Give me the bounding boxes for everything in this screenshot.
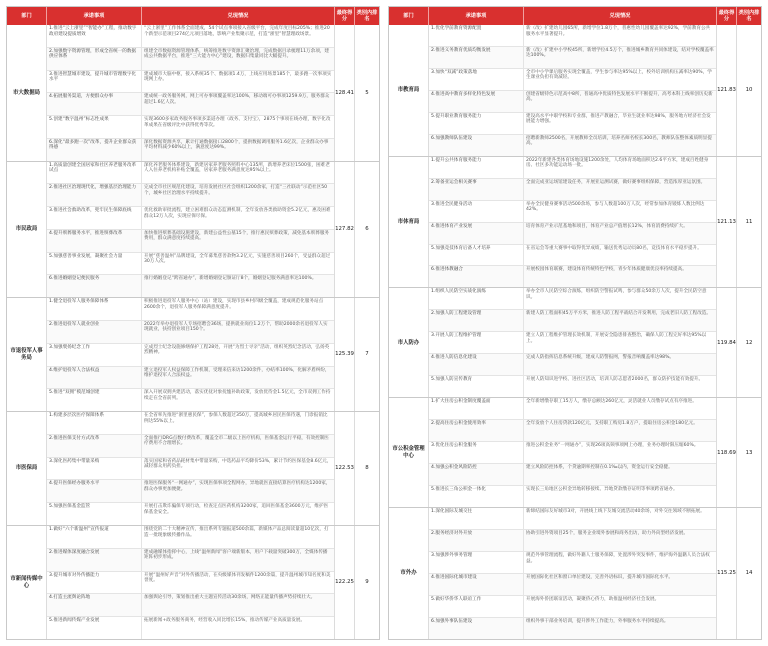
commitment-item: 5.推进长三角公积金一体化 — [429, 486, 524, 507]
table-row — [429, 617, 716, 639]
final-score: 128.41 — [335, 25, 355, 161]
fulfillment-status: 建成城市大脑中枢，接入系统35个、数据项1.4万，上线应用场景185个，最多跑一次事项实现网上办。 — [144, 71, 332, 83]
commitment-item: 2.推进媒体深度融合发展 — [47, 549, 142, 571]
commitment-item: 5.加强竞技体育后备人才培养 — [429, 245, 524, 266]
fulfillment-status: 组织外事干部业务培训，提升涉外工作能力，外事服务水平持续提高。 — [526, 619, 669, 625]
commitment-item: 6.深化“最多跑一次”改革，提升企业群众获得感 — [47, 139, 142, 161]
fulfillment-status: 加强舆论引导，策划推出重大主题宣传活动30余场，网络正能量传播声势持续壮大。 — [144, 595, 316, 601]
final-score: 121.13 — [717, 157, 737, 288]
commitment-item: 5.加强医保基金监管 — [47, 503, 142, 525]
department-group — [7, 411, 379, 525]
commitment-item: 4.维护退役军人合法权益 — [47, 367, 142, 389]
department-name: 市医保局 — [7, 412, 47, 525]
commitment-item: 2.加强数字资源管理，形成全省统一的数据供应体系 — [47, 48, 142, 70]
department-group — [389, 156, 761, 288]
table-row — [47, 571, 334, 594]
commitment-item: 3.推进社会救助改革，兜牢民生保障底线 — [47, 207, 142, 229]
table-row — [429, 265, 716, 287]
fulfillment-status: 建设高水平中职学校和专业群，推进产教融合，毕业生就业率达98%，服务地方经济社会发展能力增强。 — [526, 113, 711, 125]
fulfillment-status: 拓展新闻+政务服务商务，经营收入同比增长15%，推动传媒产业高质量发展。 — [144, 618, 306, 624]
commitment-item: 3.深化医药集中带量采购 — [47, 458, 142, 480]
header-score: 最终得分 — [717, 7, 737, 25]
commitment-item: 3.优化住房公积金服务 — [429, 442, 524, 463]
table-row — [47, 479, 334, 502]
fulfillment-status: 积极推进退役军人服务中心（站）建设，实现市县乡村四级全覆盖，建成规范化服务站点2600余个，退役军人服务保障满意度提升。 — [144, 299, 324, 310]
commitment-item: 5.创建“数字温州”标志性成果 — [47, 116, 142, 138]
commitment-item: 5.推进“双拥”模范城创建 — [47, 389, 142, 411]
commitment-item: 1.组织人民防空实战化演练 — [429, 288, 524, 309]
fulfillment-status: 新缔结国际友好城市3对，开展线上线下友城交流活动40余场，对外交往领域不断拓展。 — [526, 509, 705, 515]
department-rows — [429, 508, 717, 639]
table-header — [7, 7, 379, 25]
department-group — [7, 161, 379, 298]
fulfillment-status: 建立退役军人权益保障工作机制，受理来信来访1200余件，办结率100%，化解矛盾纠纷，维护退役军人合法权益。 — [144, 367, 330, 379]
fulfillment-status: 培育体育产业示范基地和项目，体育产业总产值增长12%，体育消费持续扩大。 — [526, 223, 688, 229]
category-rank: 5 — [365, 89, 369, 96]
department-rows — [429, 398, 717, 507]
department-name: 市外办 — [389, 508, 429, 639]
header-dept: 部门 — [7, 7, 47, 25]
commitment-item: 5.提升职业教育服务能力 — [429, 113, 524, 134]
table-row — [429, 288, 716, 309]
final-score: 119.84 — [717, 288, 737, 397]
commitment-item: 1.推进“云上浙里”“智能办”工程，推动数字政府建设提质增效 — [47, 25, 142, 47]
commitment-item: 3.提升城市对外传播能力 — [47, 572, 142, 594]
table-row — [47, 229, 334, 252]
table-row — [429, 573, 716, 595]
department-rows — [47, 162, 335, 298]
department-rows — [47, 412, 335, 525]
department-name: 市新闻传媒中心 — [7, 526, 47, 639]
table-body — [7, 25, 379, 639]
table-row — [47, 526, 334, 548]
commitment-item: 3.推进智慧城市建设，提升城市管理数字化水平 — [47, 71, 142, 93]
table-row — [429, 331, 716, 353]
table-row — [429, 157, 716, 178]
commitment-item: 4.提升医保经办服务水平 — [47, 480, 142, 502]
commitment-item: 3.加强褒扬纪念工作 — [47, 344, 142, 366]
table-row — [429, 595, 716, 617]
fulfillment-status: 实现3600多家政务服务事项多渠道办理（政务、支付宝），2875个事项在线办理，数字化改革成果在省级评比中获得优秀等次。 — [144, 117, 331, 128]
department-group — [389, 507, 761, 639]
department-name: 市人防办 — [389, 288, 429, 397]
fulfillment-status: 新（改）扩建中小学校45所，新增学位4.5万个，推进城乡教育共同体建设，结对学校覆盖率达100%。 — [526, 47, 714, 59]
table-row — [47, 343, 334, 366]
fulfillment-status: 推行婚姻登记“跨省通办”，新增婚姻登记颁证厅8个，婚姻登记服务满意率达100%。 — [144, 276, 317, 282]
fulfillment-status: 协助引进外资项目25个，服务企业境外参展和商务出访，助力外向型经济发展。 — [526, 531, 689, 537]
department-group — [7, 25, 379, 161]
department-rows — [47, 25, 335, 161]
table-row — [47, 206, 334, 229]
fulfillment-status: 开展打击欺诈骗保专项行动，检查定点医药机构3200家，追回医保基金3600万元，维护医保基金安全。 — [144, 504, 329, 515]
commitment-item: 1.构建多层次医疗保障体系 — [47, 412, 142, 434]
fulfillment-status: 优化救助审批流程，建立困难群众动态监测机制，全年发放各类救助资金5.2亿元，惠及困难群众12万人次，实现应保尽保。 — [144, 208, 331, 219]
commitment-item: 6.加强外事队伍建设 — [429, 618, 524, 639]
table-row — [429, 441, 716, 463]
commitment-item: 2.推进义务教育优质均衡发展 — [429, 47, 524, 68]
department-name: 市退役军人事务局 — [7, 298, 47, 411]
final-score: 122.53 — [335, 412, 355, 525]
department-group — [7, 525, 379, 639]
commitment-item: 5.加强人防宣传教育 — [429, 376, 524, 397]
category-rank: 13 — [745, 449, 753, 456]
commitment-item: 3.加强涉外事务管理 — [429, 552, 524, 573]
commitment-item: 2.提高住房公积金使用效率 — [429, 420, 524, 441]
table-body — [389, 25, 761, 639]
final-score: 127.82 — [335, 162, 355, 298]
department-group — [389, 287, 761, 397]
table-row — [429, 508, 716, 529]
final-score: 122.25 — [335, 526, 355, 639]
table-row — [47, 252, 334, 275]
fulfillment-status: 举办全市人民防空综合演练，组织防空警报试鸣，参与群众50余万人次，提升全民防空意识。 — [526, 289, 707, 300]
table-row — [47, 162, 334, 184]
fulfillment-status: 组建全市数据资源管理体系，统筹推进数字资源汇聚治理，完成数据目录梳理11万余项，建成公共数据平台，推进“三大能力中心”建设，数据归集量同比大幅提升。 — [144, 48, 330, 60]
table-row — [429, 485, 716, 507]
fulfillment-status: 开展人防知识进学校、进社区活动，培训人防志愿者2000名，群众防护技能有效提升。 — [526, 377, 704, 383]
table-row — [47, 47, 334, 70]
table-row — [429, 375, 716, 397]
right-table — [388, 6, 762, 640]
table-row — [47, 115, 334, 138]
commitment-item: 2.推进医保支付方式改革 — [47, 435, 142, 457]
department-rows — [47, 526, 335, 639]
commitment-item: 3.开展人防工程维护管理 — [429, 332, 524, 353]
table-row — [429, 178, 716, 200]
department-rows — [429, 25, 717, 156]
category-rank: 7 — [365, 351, 369, 358]
commitment-item: 3.加快“双减”政策落地 — [429, 69, 524, 90]
fulfillment-status: 完成烈士纪念设施修缮保护工程28处，开展“为烈士寻亲”活动，组织英烈纪念活动，弘扬英烈精神。 — [144, 344, 330, 356]
final-score: 118.69 — [717, 398, 737, 507]
category-rank: 14 — [745, 570, 753, 577]
table-row — [429, 90, 716, 112]
fulfillment-status: 2022年新建各类体育场地设施1200余处，人均体育场地面积达2.6平方米，建成百姓健身房、社区多功能运动场一批。 — [526, 157, 709, 169]
table-row — [47, 25, 334, 47]
commitment-item: 4.提升殡葬服务水平，推进殡葬改革 — [47, 230, 142, 252]
department-name: 市公积金管理中心 — [389, 398, 429, 507]
final-score: 115.25 — [717, 508, 737, 639]
table-row — [429, 68, 716, 90]
fulfillment-status: 全年发放个人住房贷款120亿元，支持职工购房1.8万户，提取住房公积金180亿元。 — [526, 421, 698, 427]
fulfillment-status: 开展“慈善温州”品牌建设，全年募集慈善款物3.2亿元，实施慈善项目260个，受益群众超过30万人次。 — [144, 253, 331, 265]
commitment-item: 2.筹备亚运会相关赛事 — [429, 179, 524, 200]
fulfillment-status: 深化数据资源共享，累计打通数据接口2800个，提供数据调用服务1.6亿次，企业群众办事平均材料减少60%以上，满意度达99%。 — [144, 139, 329, 151]
fulfillment-status: 深化养老服务体系建设，新建居家养老服务照料中心135所，新增养老床位1500张，困难老人入住养老机构补贴全覆盖，居家养老服务满意度达95%以上。 — [144, 162, 330, 174]
fulfillment-status: 全市中小学课后服务实现全覆盖，学生参与率达95%以上，校外培训机构压减率达90%，学生课业负担有效减轻。 — [526, 69, 712, 81]
table-row — [429, 309, 716, 331]
table-header — [389, 7, 761, 25]
table-row — [429, 353, 716, 375]
header-task: 承诺事项 — [47, 7, 142, 25]
table-row — [429, 529, 716, 551]
fulfillment-status: 完成人防指挥信息系统升级，建成人防警报网，警报音响覆盖率达98%。 — [526, 355, 675, 361]
fulfillment-status: 深入开展双拥共建活动，落实优抚对象抚恤补助政策，发放优待金1.5亿元，全市双拥工作持续走在全省前列。 — [144, 390, 331, 401]
header-task: 承诺事项 — [429, 7, 524, 25]
table-row — [47, 320, 334, 343]
final-score: 125.39 — [335, 298, 355, 411]
table-row — [429, 419, 716, 441]
left-table — [6, 6, 380, 640]
department-name: 市民政局 — [7, 162, 47, 298]
fulfillment-status: 招聘新教师2500名，开展教师全员培训，培养名师名校长300名，教师队伍整体素质明显提高。 — [526, 135, 712, 147]
table-row — [429, 551, 716, 573]
commitment-item: 6.推进体教融合 — [429, 266, 524, 287]
table-row — [47, 502, 334, 525]
fulfillment-status: 开展国际化社区和窗口单位建设，完善外语标识，提升城市国际化水平。 — [526, 575, 674, 581]
fulfillment-status: 建立风险防控体系，个贷逾期率控制在0.1‰以内，资金运行安全稳健。 — [526, 465, 673, 471]
table-row — [47, 548, 334, 571]
fulfillment-status: 全年新增缴存职工15万人，缴存总额达260亿元，灵活就业人员缴存试点有序推进。 — [526, 399, 697, 405]
table-row — [47, 138, 334, 161]
table-row — [47, 593, 334, 616]
commitment-item: 5.做好华侨华人联谊工作 — [429, 596, 524, 617]
table-row — [47, 298, 334, 320]
category-rank: 9 — [365, 579, 369, 586]
commitment-item: 1.深化国际友城交往 — [429, 508, 524, 529]
table-row — [429, 134, 716, 156]
fulfillment-status: 落实国家和省药品耗材集中带量采购，中选药品平均降价53%，累计节约医保基金8.6亿元，减轻群众用药负担。 — [144, 458, 332, 470]
fulfillment-status: 完成全市社区规范化建设，培育发展社区社会组织1200余家，打造“三社联动”示范社区50个，城乡社区治理水平持续提升。 — [144, 185, 328, 196]
table-row — [47, 366, 334, 389]
commitment-item: 5.推进新闻传媒产业发展 — [47, 617, 142, 639]
category-rank: 11 — [745, 218, 753, 225]
fulfillment-status: 实现长三角地区公积金异地转移接续、异地贷款缴存证明等事项跨省通办。 — [526, 487, 678, 493]
category-rank: 12 — [745, 339, 753, 346]
commitment-item: 6.加强教师队伍建设 — [429, 135, 524, 156]
commitment-item: 1.提升公共体育服务能力 — [429, 157, 524, 178]
department-name: 市大数据局 — [7, 25, 47, 161]
department-group — [7, 297, 379, 411]
commitment-item: 4.推进高中教育多样化特色发展 — [429, 91, 524, 112]
commitment-item: 6.推进婚姻登记便民服务 — [47, 275, 142, 297]
fulfillment-status: 在全省率先推进“浙里惠民保”，参保人数超过350万，提高城乡居民医保待遇，门诊报销比例达55%以上。 — [144, 413, 328, 424]
table-row — [47, 274, 334, 297]
table-row — [429, 200, 716, 222]
table-row — [47, 616, 334, 639]
commitment-item: 4.加强公积金风险防控 — [429, 464, 524, 485]
final-score: 121.83 — [717, 25, 737, 156]
commitment-item: 1.做好“六个新温州”宣传报道 — [47, 526, 142, 548]
fulfillment-status: 开展海外侨团联谊活动，凝聚侨心侨力，助推温州经济社会发展。 — [526, 597, 660, 603]
fulfillment-status: 建成统一政务服务网，网上可办事项覆盖率达100%，移动端可办事项1259.9万，服务群众超过1.6亿人次。 — [144, 94, 330, 105]
header-dept: 部门 — [389, 7, 429, 25]
table-row — [429, 25, 716, 46]
commitment-item: 4.推进国际化城市建设 — [429, 574, 524, 595]
table-row — [47, 457, 334, 480]
commitment-item: 4.推进体育产业发展 — [429, 223, 524, 244]
fulfillment-status: 新建人防工程面积45万平方米，推进人防工程平战结合开发利用，完成老旧人防工程改造。 — [526, 311, 712, 317]
commitment-item: 4.推进人防信息化建设 — [429, 354, 524, 375]
header-done: 兑现情况 — [524, 7, 717, 25]
fulfillment-status: 推进公积金业务“一网通办”，实现26项高频事项网上办理，业务办理时限压缩60%。 — [526, 443, 699, 449]
commitment-item: 3.推进全民健身活动 — [429, 201, 524, 222]
fulfillment-status: 开展校园体育联赛，建设体育传统特色学校，青少年体质健康优良率持续提高。 — [526, 267, 687, 273]
category-rank: 6 — [365, 226, 369, 233]
table-row — [47, 388, 334, 411]
fulfillment-status: 围绕党的二十大精神宣传，推出系列专题报道500余篇，新媒体产品总阅读量超10亿次，打造一批现象级传播作品。 — [144, 527, 329, 538]
commitment-item: 1.高质量创建全国居家和社区养老服务改革试点 — [47, 162, 142, 184]
department-group — [389, 25, 761, 156]
commitment-item: 2.服务经济对外开放 — [429, 530, 524, 551]
fulfillment-status: 建成融媒体指挥中心，上线“温州新闻”客户端新版本，用户下载量突破300万，全媒体传播矩阵初步形成。 — [144, 549, 328, 561]
commitment-item: 4.打造主流舆论阵地 — [47, 594, 142, 616]
table-row — [47, 183, 334, 206]
fulfillment-status: 全面完成亚运场馆建设任务，开展亚运测试赛，做好赛事组织保障，营造浓厚亚运氛围。 — [526, 179, 706, 185]
header-score: 最终得分 — [335, 7, 355, 25]
table-row — [47, 434, 334, 457]
department-group — [389, 397, 761, 507]
department-name: 市体育局 — [389, 157, 429, 288]
commitment-item: 2.推进社区治理现代化，增强基层治理能力 — [47, 184, 142, 206]
commitment-item: 5.加强慈善事业发展，凝聚社会力量 — [47, 253, 142, 275]
table-row — [429, 222, 716, 244]
commitment-item: 2.加强人防工程建设管理 — [429, 310, 524, 331]
fulfillment-status: “云上浙里”工作体系全面建成，54个试点事项接入省级平台，完成年度目标205%；推进20个新型示范项目274亿元项目落地，影响产业集聚示范，打造“浙里”智慧理政场景。 — [144, 26, 330, 37]
fulfillment-status: 在省运会等重大赛事中取得优异成绩，输送优秀运动员80名，竞技体育水平稳步提升。 — [526, 245, 702, 251]
fulfillment-status: 加快推进殡葬基础设施建设，新建公益性公墓15个，推行惠民殡葬政策，减免基本殡葬服务费用，群众满意度持续提高。 — [144, 230, 330, 242]
commitment-item: 2.推进退役军人就业创业 — [47, 321, 142, 343]
header-rank: 类别内排名 — [738, 9, 760, 22]
fulfillment-status: 创建省级特色示范高中8所，普通高中优质特色发展水平不断提升，高考本科上线率创历史新高。 — [526, 91, 713, 103]
commitment-item: 1.扩大住房公积金制度覆盖面 — [429, 398, 524, 419]
category-rank: 8 — [365, 465, 369, 472]
department-name: 市教育局 — [389, 25, 429, 156]
fulfillment-status: 举办全民健身赛事活动500余场，参与人数超100万人次，经常参加体育锻炼人数比例达42%。 — [526, 201, 705, 213]
fulfillment-status: 规范外事管理流程，做好外籍人士服务保障，处置涉外突发事件，维护海外温籍人员合法权益。 — [526, 553, 710, 564]
category-rank: 10 — [745, 87, 753, 94]
fulfillment-status: 建立人防工程维护管理长效机制，开展安全隐患排查整治，确保人防工程完好率达95%以上。 — [526, 333, 707, 344]
fulfillment-status: 全面推行DRG点数付费改革，覆盖全市二级以上医疗机构，医保基金运行平稳，有效控制医疗费用不合理增长。 — [144, 435, 329, 447]
commitment-item: 1.优化学前教育资源配置 — [429, 25, 524, 46]
table-row — [47, 412, 334, 434]
table-row — [47, 70, 334, 93]
table-row — [429, 463, 716, 485]
table-row — [47, 92, 334, 115]
table-row — [429, 244, 716, 266]
table-row — [429, 398, 716, 419]
table-row — [429, 46, 716, 68]
fulfillment-status: 2022年举办退役军人专场招聘会36场，提供就业岗位1.2万个，帮助2000余名退役军人实现就业，扶持创业项目150个。 — [144, 321, 328, 333]
fulfillment-status: 推进医保服务“一网通办”，实现医保事项全程网办，异地就医直接结算医疗机构达1200家，群众办事更加便捷。 — [144, 481, 331, 492]
header-done: 兑现情况 — [142, 7, 335, 25]
department-rows — [47, 298, 335, 411]
department-rows — [429, 157, 717, 288]
fulfillment-status: 开展“温州好声音”对外传播活动，在央级媒体刊发稿件1200余篇，提升温州城市知名度和美誉度。 — [144, 572, 331, 584]
commitment-item: 1.健全退役军人服务保障体系 — [47, 298, 142, 320]
fulfillment-status: 新（改）扩建幼儿园65所，新增学位1.8万个，普惠性幼儿园覆盖率达92%，学前教育公共服务水平显著提升。 — [526, 26, 711, 37]
department-rows — [429, 288, 717, 397]
commitment-item: 4.拓展服务渠道，方便群众办事 — [47, 93, 142, 115]
table-row — [429, 112, 716, 134]
header-rank: 类别内排名 — [356, 9, 378, 22]
